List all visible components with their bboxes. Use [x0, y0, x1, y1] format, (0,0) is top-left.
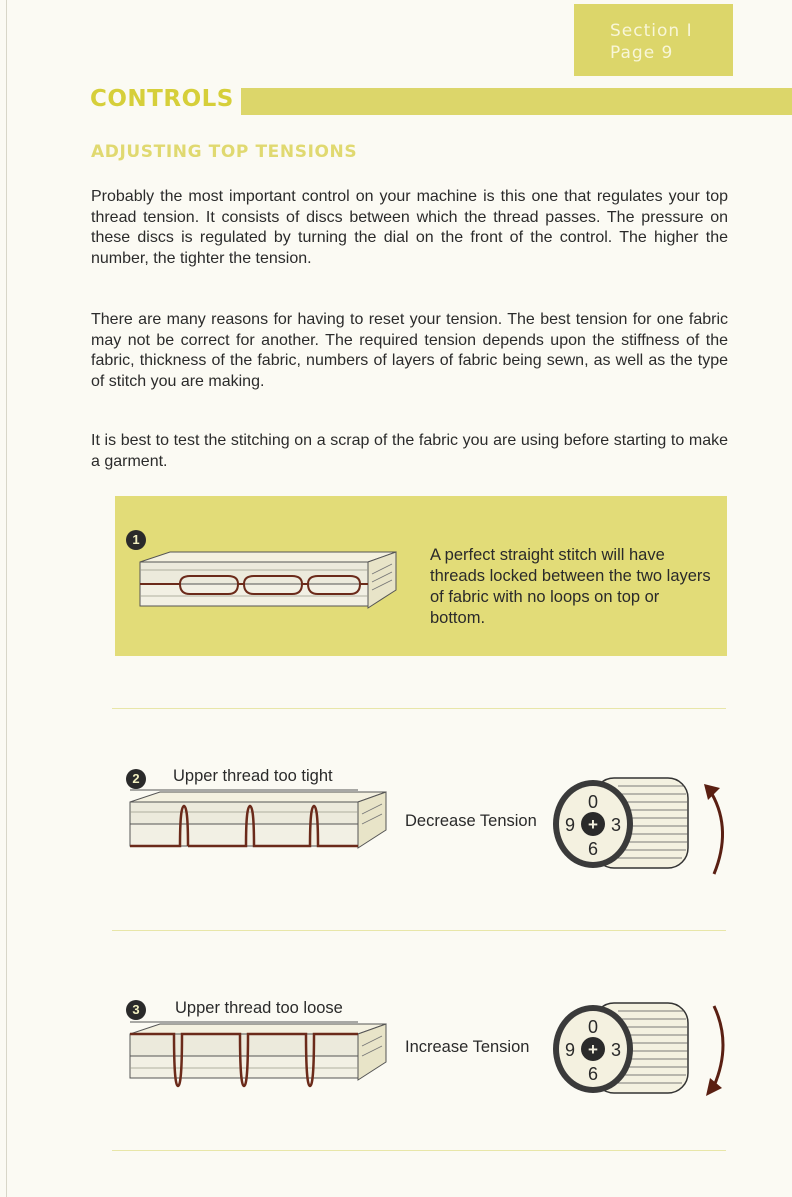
section-tab [574, 4, 733, 76]
figure-2-badge: 2 [126, 769, 146, 789]
perfect-stitch-fabric-illustration [140, 550, 402, 620]
figure-1-description: A perfect straight stitch will have threads locked between the two layers of fabric with no loops on top or bottom. [430, 546, 711, 627]
dial-2-number-top: 0 [587, 1017, 599, 1037]
page-label: Page 9 [610, 43, 674, 63]
divider-2 [112, 930, 726, 931]
dial-2-number-left: 9 [564, 1040, 576, 1060]
figure-2-caption: Upper thread too tight [173, 767, 333, 785]
title-bar [241, 88, 792, 115]
section-subtitle: ADJUSTING TOP TENSIONS [91, 142, 358, 162]
paragraph-intro: Probably the most important control on your machine is this one that regulates your top thread tension. It consists of discs between which the thread passes. The pressure on these discs is regulated by turning the dial on the front of the control. The higher the number, the tighter the tension. [91, 188, 728, 267]
dial-number-top: 0 [587, 792, 599, 812]
figure-3-caption: Upper thread too loose [175, 999, 343, 1017]
tension-dial-icon [548, 772, 698, 872]
dial-2-number-bottom: 6 [587, 1064, 599, 1084]
tension-dial-icon-2 [548, 997, 698, 1097]
divider-3 [112, 1150, 726, 1151]
dial-number-bottom: 6 [587, 839, 599, 859]
divider-1 [112, 708, 726, 709]
counterclockwise-arrow-icon [702, 780, 732, 880]
section-label: Section I [610, 21, 693, 41]
clockwise-arrow-icon [702, 1000, 732, 1100]
dial-number-right: 3 [610, 815, 622, 835]
dial-2-center-symbol: + [588, 1040, 598, 1059]
decrease-tension-label: Decrease Tension [405, 812, 537, 830]
tight-stitch-fabric-illustration [130, 790, 392, 860]
dial-2-number-right: 3 [610, 1040, 622, 1060]
dial-center-symbol: + [588, 815, 598, 834]
figure-3-badge: 3 [126, 1000, 146, 1020]
figure-1-badge: 1 [126, 530, 146, 550]
loose-stitch-fabric-illustration [130, 1022, 392, 1092]
dial-number-left: 9 [564, 815, 576, 835]
paragraph-advice: It is best to test the stitching on a scrap of the fabric you are using before starting to make a garment. [91, 432, 728, 470]
paragraph-reasons: There are many reasons for having to reset your tension. The best tension for one fabric may not be correct for another. The required tension depends upon the stiffness of the fabric, thickness of the fabric, numbers of layers of fabric being sewn, as well as the type of stitch you are making. [91, 311, 728, 390]
page-title: CONTROLS [90, 86, 234, 112]
page-edge [6, 0, 7, 1197]
increase-tension-label: Increase Tension [405, 1038, 530, 1056]
